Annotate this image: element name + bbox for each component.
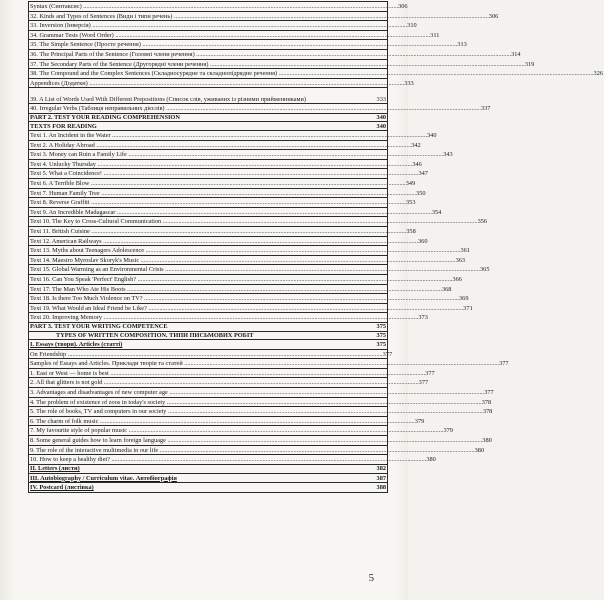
toc-entry-page: 326 bbox=[593, 70, 603, 78]
toc-entry-page: 319 bbox=[524, 60, 535, 68]
toc-entry-title: 6. The charm of folk music ........................................................................................................................................................................................................ bbox=[30, 417, 415, 425]
toc-entry-page: 354 bbox=[431, 208, 442, 216]
toc-entry-page: 337 bbox=[480, 105, 491, 113]
toc-entry bbox=[29, 30, 440, 40]
toc-entry-title: Text 11. British Cuisine ........................................................................................................................................................................................................ bbox=[30, 228, 407, 236]
toc-entry-page: 349 bbox=[405, 180, 416, 188]
toc-entry-title: PART 2. TEST YOUR READING COMPREHENSION bbox=[30, 113, 180, 121]
toc-entry bbox=[29, 103, 491, 113]
toc-entry bbox=[29, 59, 535, 69]
toc-entry-page: 311 bbox=[430, 31, 440, 39]
toc-entry-title: PART 3. TEST YOUR WRITING COMPETENCE bbox=[30, 323, 168, 331]
toc-entry-title: Text 17. The Man Who Ate His Boots ........................................................................................................................................................................................................ bbox=[30, 285, 442, 293]
toc-entry bbox=[29, 87, 387, 103]
toc-entry bbox=[29, 39, 467, 49]
toc-entry-title: Text 8. Reverse Graffiti ........................................................................................................................................................................................................ bbox=[30, 199, 407, 207]
toc-entry bbox=[29, 368, 435, 378]
toc-entry bbox=[29, 331, 387, 340]
toc-entry-page: 347 bbox=[418, 170, 428, 178]
toc-entry-page: 366 bbox=[452, 276, 462, 284]
toc-entry bbox=[29, 406, 493, 416]
toc-entry-page: 314 bbox=[511, 50, 521, 58]
toc-entry-title: III. Autobiography / Curriculum vitae. Автобіографія bbox=[30, 474, 177, 482]
toc-entry-title: Text 6. A Terrible Blow ........................................................................................................................................................................................................ bbox=[30, 180, 406, 188]
toc-entry bbox=[29, 159, 422, 169]
toc-entry-page: 343 bbox=[443, 151, 453, 159]
toc-entry-title: Text 20. Improving Memory ........................................................................................................................................................................................................ bbox=[30, 314, 419, 322]
toc-entry-page: 356 bbox=[477, 218, 488, 226]
toc-entry-title: Text 18. Is there Too Much Violence on TV? ........................................................................................................................................................................................................ bbox=[30, 295, 460, 303]
toc-entry bbox=[29, 149, 453, 159]
toc-entry bbox=[29, 303, 473, 313]
toc-entry bbox=[29, 358, 509, 368]
toc-entry-title: 8. Some general guides how to learn foreign language ........................................................................................................................................................................................................ bbox=[30, 437, 483, 444]
toc-entry-page: 375 bbox=[376, 323, 386, 331]
toc-entry-page: 368 bbox=[441, 285, 452, 293]
toc-entry bbox=[29, 349, 393, 359]
toc-entry-page: 379 bbox=[414, 417, 425, 425]
toc-entry-title: 2. All that glitters is not gold ........................................................................................................................................................................................................ bbox=[30, 379, 419, 387]
toc-entry-title: 33. Inversion (Інверсія) ........................................................................................................................................................................................................ bbox=[30, 22, 408, 30]
toc-entry bbox=[29, 445, 485, 455]
toc-entry-title: Text 7. Human Family Tree ........................................................................................................................................................................................................ bbox=[30, 189, 417, 197]
toc-entry-page: 342 bbox=[411, 141, 421, 149]
toc-entry bbox=[29, 377, 429, 387]
toc-entry-title: Samples of Essays and Articles. Приклади творів та статей ........................................................................................................................................................................................................ bbox=[30, 360, 500, 368]
toc-entry-title: Text 15. Global Warming as an Environmental Crisis ........................................................................................................................................................................................................ bbox=[30, 266, 481, 274]
toc-entry bbox=[29, 339, 387, 348]
toc-entry bbox=[29, 416, 425, 426]
toc-entry-title: Syntax (Синтаксис) ........................................................................................................................................................................................................ bbox=[30, 3, 399, 10]
toc-entry-page: 371 bbox=[463, 304, 473, 312]
toc-entry-title: Text 12. American Railways ........................................................................................................................................................................................................ bbox=[30, 237, 419, 245]
toc-entry bbox=[29, 274, 462, 284]
toc-entry bbox=[29, 168, 428, 178]
toc-entry bbox=[29, 197, 416, 207]
toc-entry bbox=[29, 113, 387, 122]
toc-entry-page: 358 bbox=[406, 228, 416, 236]
toc-entry-page: 350 bbox=[416, 189, 426, 197]
toc-entry-page: 377 bbox=[418, 379, 429, 387]
toc-entry-page: 310 bbox=[407, 22, 417, 30]
toc-entry-page: 313 bbox=[457, 41, 467, 49]
toc-entry bbox=[29, 236, 428, 246]
toc-entry-page: 379 bbox=[443, 427, 453, 435]
toc-entry bbox=[29, 226, 416, 236]
toc-entry-title: I. Essays (твори). Articles (статті) bbox=[30, 341, 123, 349]
toc-entry-title: Text 13. Myths about Teenagers Adolescence ........................................................................................................................................................................................................ bbox=[30, 247, 461, 255]
toc-entry-title: 39. A List of Words Used With Different Prepositions (Список слів, уживаних із різними прийменниками) bbox=[30, 95, 306, 103]
toc-entry bbox=[29, 216, 488, 226]
toc-entry-title: IV. Postcard (листівка) bbox=[30, 484, 94, 492]
toc-entry bbox=[29, 322, 387, 331]
toc-entry-title: Text 4. Unlucky Thursday ........................................................................................................................................................................................................ bbox=[30, 160, 413, 168]
toc-entry-title: Text 2. A Holiday Abroad ........................................................................................................................................................................................................ bbox=[30, 141, 412, 149]
toc-entry bbox=[29, 130, 437, 140]
toc-entry-title: 40. Irregular Verbs (Таблиця неправильних дієслів) ........................................................................................................................................................................................................ bbox=[30, 105, 481, 113]
table-of-contents bbox=[28, 1, 603, 493]
toc-entry bbox=[29, 49, 521, 59]
toc-entry-title: 9. The role of the interactive multimedia in our life ........................................................................................................................................................................................................ bbox=[30, 446, 475, 454]
toc-entry-title: TEXTS FOR READING bbox=[30, 122, 97, 130]
toc-entry-page: 346 bbox=[412, 160, 422, 168]
toc-entry bbox=[29, 264, 490, 274]
toc-entry-title: Text 16. Can You Speak 'Perfect' English? ........................................................................................................................................................................................................ bbox=[30, 276, 453, 284]
toc-entry-title: On Friendship ........................................................................................................................................................................................................ bbox=[30, 350, 383, 358]
toc-entry-page: 375 bbox=[376, 331, 386, 339]
toc-entry-title: Text 3. Money can Ruin a Family Life ........................................................................................................................................................................................................ bbox=[30, 151, 444, 159]
toc-entry bbox=[29, 425, 453, 435]
toc-entry-title: 35. The Simple Sentence (Просте речення) ........................................................................................................................................................................................................ bbox=[30, 41, 458, 49]
toc-entry-page: 306 bbox=[488, 12, 499, 20]
toc-entry-title: 34. Grammar Tests (Word Order) ........................................................................................................................................................................................................ bbox=[30, 31, 431, 39]
toc-entry-page: 378 bbox=[482, 408, 493, 416]
toc-entry-title: Appendices (Додатки) ........................................................................................................................................................................................................ bbox=[30, 79, 405, 87]
toc-entry-title: 1. East or West — home is best ........................................................................................................................................................................................................ bbox=[30, 369, 426, 377]
toc-entry-page: 333 bbox=[404, 79, 414, 87]
toc-entry bbox=[29, 20, 417, 30]
toc-entry-title: 38. The Compound and the Complex Sentences (Складносурядне та складнопідрядне речення) ........................................................................................................................................................................................................ bbox=[30, 70, 594, 78]
toc-entry-page: 365 bbox=[480, 266, 490, 274]
toc-entry-page: 375 bbox=[376, 341, 386, 349]
toc-entry bbox=[29, 482, 387, 491]
toc-entry-title: 7. My favourite style of popular music ........................................................................................................................................................................................................ bbox=[30, 427, 444, 435]
toc-entry-page: 377 bbox=[499, 360, 509, 368]
toc-entry-title: Text 14. Maestro Myroslav Skoryk's Music ........................................................................................................................................................................................................ bbox=[30, 256, 456, 264]
toc-entry bbox=[29, 312, 428, 322]
toc-entry-page: 340 bbox=[376, 113, 386, 121]
toc-entry-title: Text 1. An Incident in the Water ........................................................................................................................................................................................................ bbox=[30, 132, 428, 140]
toc-entry bbox=[29, 121, 387, 130]
toc-entry-page: 388 bbox=[376, 484, 386, 492]
toc-entry-title: 37. The Secondary Parts of the Sentence (Другорядні члени речення) ........................................................................................................................................................................................................ bbox=[30, 60, 525, 68]
toc-entry bbox=[29, 397, 492, 407]
toc-entry-title: Text 9. An Incredible Madagascar ........................................................................................................................................................................................................ bbox=[30, 208, 432, 216]
toc-entry bbox=[29, 11, 499, 21]
toc-entry bbox=[29, 78, 414, 88]
toc-entry-page: 377 bbox=[382, 350, 393, 358]
toc-entry-title: Text 10. The Key to Cross-Cultural Communication ........................................................................................................................................................................................................ bbox=[30, 218, 478, 226]
toc-entry-title: 3. Advantages and disadvantages of new computer age ........................................................................................................................................................................................................ bbox=[30, 389, 485, 397]
toc-entry-page: 373 bbox=[418, 314, 428, 322]
toc-entry-title: II. Letters (листи) bbox=[30, 465, 80, 473]
toc-entry-page: 353 bbox=[406, 199, 416, 207]
toc-entry-title: 32. Kinds and Types of Sentences (Види і типи речень) ........................................................................................................................................................................................................ bbox=[30, 12, 489, 20]
toc-entry bbox=[29, 140, 421, 150]
toc-entry-page: 387 bbox=[376, 474, 386, 482]
toc-entry bbox=[29, 188, 426, 198]
toc-entry-page: 340 bbox=[376, 122, 386, 130]
toc-entry-title: 10. How to keep a healthy diet? ........................................................................................................................................................................................................ bbox=[30, 456, 427, 464]
toc-entry bbox=[29, 245, 470, 255]
toc-entry-page: 333 bbox=[376, 95, 386, 103]
toc-entry-page: 378 bbox=[481, 398, 492, 406]
toc-entry-title: Text 19. What Would an Ideal Friend be Like? ........................................................................................................................................................................................................ bbox=[30, 304, 464, 312]
toc-entry-title: Text 5. What a Coincidence! ........................................................................................................................................................................................................ bbox=[30, 170, 419, 178]
toc-entry-page: 380 bbox=[474, 446, 485, 454]
toc-entry bbox=[29, 284, 452, 294]
toc-entry bbox=[29, 464, 387, 473]
toc-entry-title: TYPES OF WRITTEN COMPOSITION. ТИПИ ПИСЬМОВИХ РОБІТ bbox=[56, 331, 254, 339]
toc-entry-title: 5. The role of books, TV and computers in our society ........................................................................................................................................................................................................ bbox=[30, 408, 483, 416]
toc-entry-page: 380 bbox=[426, 456, 436, 464]
toc-entry-page: 369 bbox=[459, 295, 469, 303]
toc-entry-page: 340 bbox=[427, 132, 437, 140]
toc-entry-page: 361 bbox=[460, 247, 470, 255]
toc-entry-page: 360 bbox=[418, 237, 428, 245]
toc-entry-title: 4. The problem of existence of zoos in today's society ........................................................................................................................................................................................................ bbox=[30, 398, 482, 406]
toc-entry bbox=[29, 207, 442, 217]
toc-entry bbox=[29, 293, 469, 303]
toc-entry-page: 363 bbox=[455, 256, 466, 264]
toc-entry-title: 36. The Principal Parts of the Sentence (Головні члени речення) ........................................................................................................................................................................................................ bbox=[30, 50, 512, 58]
toc-entry bbox=[29, 435, 492, 445]
toc-entry bbox=[29, 255, 466, 265]
toc-entry-page: 382 bbox=[376, 465, 386, 473]
toc-entry bbox=[29, 473, 387, 482]
toc-entry bbox=[29, 1, 408, 11]
toc-entry bbox=[29, 454, 436, 464]
toc-entry bbox=[29, 387, 494, 397]
page-number: 5 bbox=[368, 573, 374, 584]
toc-entry-page: 377 bbox=[484, 389, 494, 397]
toc-entry bbox=[29, 178, 416, 188]
toc-entry-page: 306 bbox=[398, 3, 408, 10]
toc-entry-page: 380 bbox=[482, 437, 492, 444]
toc-entry-page: 377 bbox=[425, 369, 435, 377]
toc-entry bbox=[29, 68, 603, 78]
